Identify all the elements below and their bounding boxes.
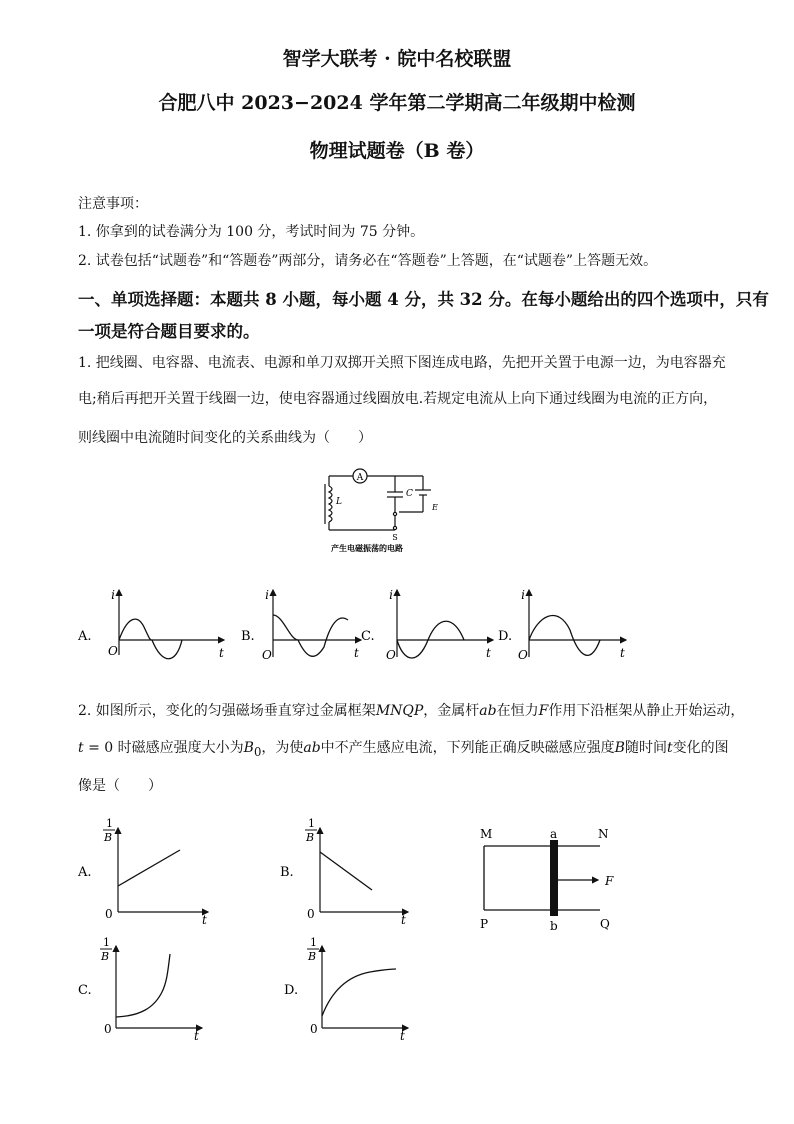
frame-label-n: N [598,827,609,841]
q2-option-c-label: C. [78,983,92,998]
notice-item-1: 1. 你拿到的试卷满分为 100 分，考试时间为 75 分钟。 [78,224,425,240]
q2-time-symbol: t [78,740,84,756]
notice-item-2: 2. 试卷包括“试题卷”和“答题卷”两部分，请务必在“答题卷”上答题，在“试题卷”上答题无效。 [78,253,658,269]
q2-option-d-label: D. [284,983,299,998]
q2-c-yaxis-num: 1 [103,936,110,949]
q2-b-origin-label: 0 [307,907,315,921]
q1-a-yaxis-label: i [111,588,115,602]
rod-label-a: a [550,827,558,841]
q2-text-segment: 变化的图 [672,740,729,756]
force-label: F [605,874,614,888]
q1-option-a-label: A. [78,629,92,644]
section-heading-line2: 一项是符合题目要求的。 [78,322,260,341]
q2-text-segment: ，金属杆 [423,703,480,719]
q2-frame-name: MNQP [375,703,424,719]
circuit-caption: 产生电磁振荡的电路 [331,543,403,553]
section-heading-line1: 一、单项选择题：本题共 8 小题，每小题 4 分，共 32 分。在每小题给出的四个选项中，只有 [78,290,769,309]
q2-d-origin-label: 0 [310,1022,318,1036]
q1-option-graphs [78,585,638,665]
q2-text-segment: 作用下沿框架从静止开始运动， [548,703,745,719]
q2-text-line3: 像是（ ） [78,778,162,794]
frame-label-m: M [480,827,493,841]
q2-text-segment: 随时间 [624,740,667,756]
q1-c-yaxis-label: i [389,588,393,602]
q2-c-yaxis-den: B [101,950,110,963]
q1-a-xaxis-label: t [219,646,224,660]
q2-text-line1 [78,700,744,720]
q2-option-d-graph [284,936,408,1043]
q2-option-b-label: B. [280,865,294,880]
q2-c-xaxis-label: t [194,1029,199,1043]
q2-text-segment: 在恒力 [496,703,539,719]
q2-field-symbol: B [614,740,625,756]
ammeter-label: A [356,473,364,483]
q2-a-origin-label: 0 [105,907,113,921]
q1-d-yaxis-label: i [521,588,525,602]
q2-option-b-graph [280,817,408,927]
q2-text-segment: 2. 如图所示，变化的匀强磁场垂直穿过金属框架 [78,703,376,719]
q2-text-segment: ，为使 [261,740,304,756]
q2-option-a-graph [77,817,208,927]
inductor-label: L [336,497,342,507]
q1-d-origin-label: O [518,648,528,662]
q2-field-symbol: B [243,740,254,756]
q2-metal-frame-diagram [480,827,614,933]
q1-option-a-graph [78,588,224,660]
q2-d-yaxis-num: 1 [310,936,317,949]
notice-title: 注意事项： [78,196,148,212]
q1-option-d-graph [498,588,626,662]
q1-c-origin-label: O [386,648,396,662]
q1-option-b-label: B. [241,629,255,644]
q1-d-xaxis-label: t [620,646,625,660]
q2-rod-name: ab [303,740,321,756]
q1-circuit-diagram [315,464,450,556]
q2-b-yaxis-num: 1 [308,817,315,830]
q2-d-xaxis-label: t [400,1029,405,1043]
q1-option-c-graph [361,588,493,662]
q1-option-c-label: C. [361,629,375,644]
q2-a-yaxis-den: B [104,831,113,844]
rod-label-b: b [550,919,558,933]
q1-b-origin-label: O [262,648,272,662]
q2-d-yaxis-den: B [308,950,317,963]
q2-b-yaxis-den: B [306,831,315,844]
q2-figures [70,812,630,1044]
exam-header-line1: 智学大联考 · 皖中名校联盟 [282,48,512,70]
q1-b-xaxis-label: t [354,646,359,660]
q2-text-segment: = 0 时磁感应强度大小为 [83,740,244,756]
q2-b-xaxis-label: t [401,913,406,927]
q1-text-line1: 1. 把线圈、电容器、电流表、电源和单刀双掷开关照下图连成电路，先把开关置于电源一边，为电容器充 [78,355,726,371]
q1-c-xaxis-label: t [486,646,491,660]
q2-option-c-graph [78,936,202,1043]
capacitor-label: C [406,489,413,499]
exam-header-line2: 合肥八中 2023−2024 学年第二学期高二年级期中检测 [158,92,636,114]
q2-rod-name: ab [479,703,497,719]
q2-a-xaxis-label: t [202,913,207,927]
q2-field-subscript: 0 [253,744,262,759]
q2-a-yaxis-num: 1 [106,817,113,830]
q1-a-origin-label: O [108,644,118,658]
q2-metal-rod [550,840,558,916]
frame-label-q: Q [600,917,610,931]
q2-c-origin-label: 0 [104,1022,112,1036]
q1-option-d-label: D. [498,629,513,644]
q1-text-line2: 电;稍后再把开关置于线圈一边，使电容器通过线圈放电.若规定电流从上向下通过线圈为电流的正方向， [78,391,718,407]
q1-b-yaxis-label: i [265,588,269,602]
q2-force-symbol: F [538,703,549,719]
battery-label: E [432,503,438,512]
switch-label: S [392,533,398,542]
q2-option-a-label: A. [78,865,92,880]
q2-text-segment: 中不产生感应电流，下列能正确反映磁感应强度 [320,740,615,756]
frame-label-p: P [480,917,489,931]
exam-title: 物理试题卷（B 卷） [309,140,485,162]
q1-option-b-graph [241,588,361,662]
q2-text-line2 [78,737,729,759]
q1-text-line3: 则线圈中电流随时间变化的关系曲线为（ ） [78,430,372,446]
q2-time-symbol: t [666,740,673,756]
